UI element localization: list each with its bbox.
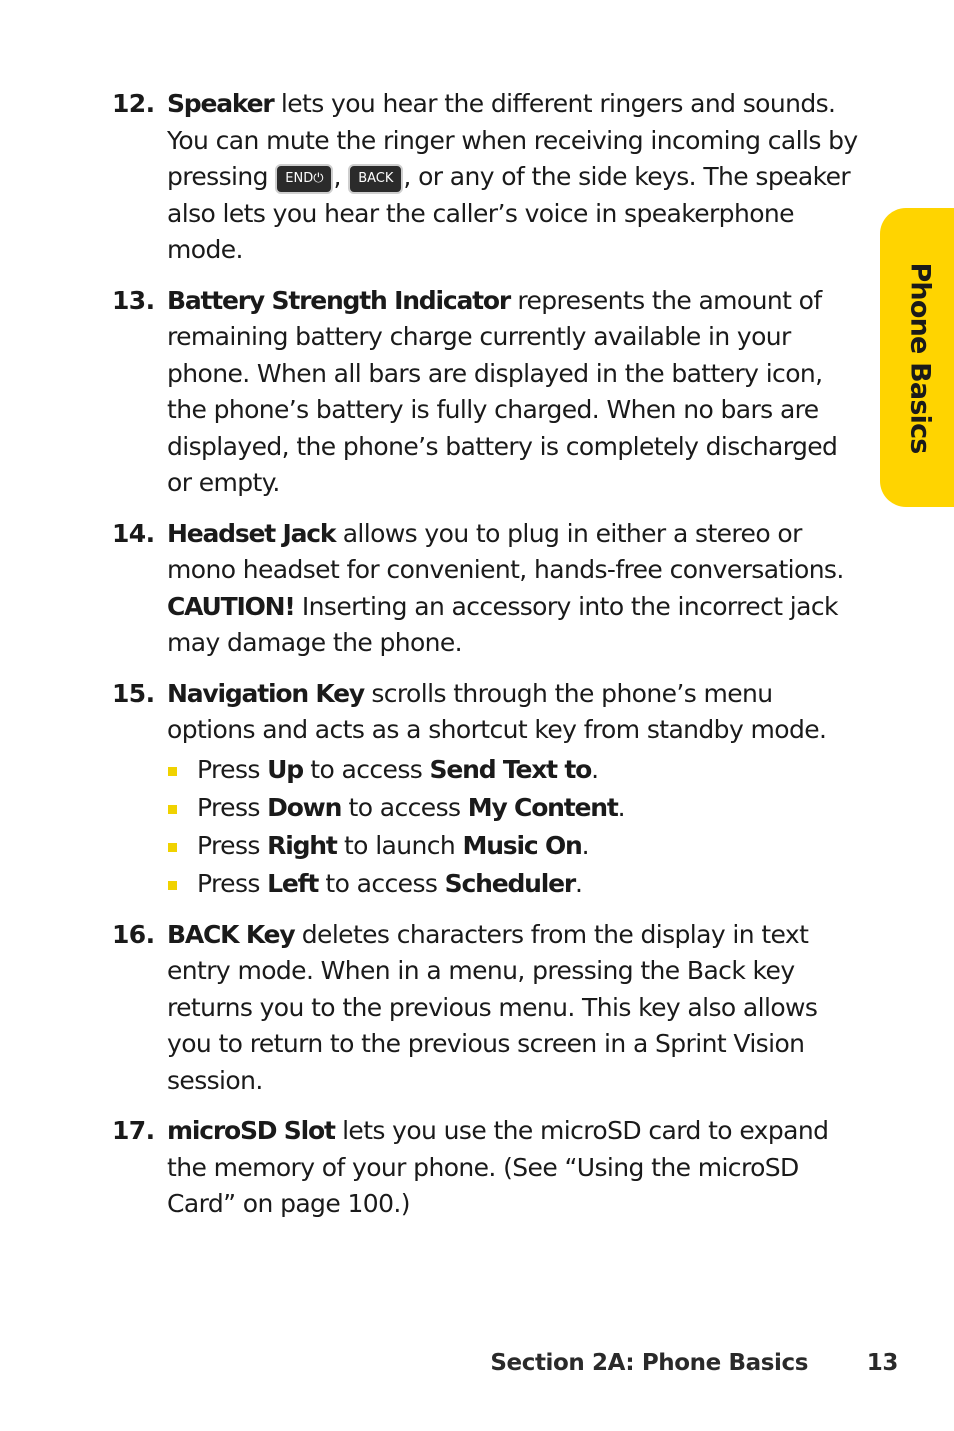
item-body <box>167 676 862 903</box>
item-term: Speaker <box>167 89 274 118</box>
list-item-battery-indicator <box>112 283 862 502</box>
item-number: 14. <box>112 518 155 548</box>
item-text: scrolls through the phone’s menu options and acts as a shortcut key from standby mode. <box>167 678 827 744</box>
end-key-icon: END⏻ <box>275 164 333 194</box>
bullet-square-icon <box>168 767 177 776</box>
item-text: lets you use the microSD card to expand the memory of your phone. (See “Using the microSD Card” on page 100.) <box>167 1116 829 1218</box>
shortcut-item-left <box>167 865 862 903</box>
item-body <box>167 917 862 1100</box>
shortcut-text: to access <box>318 868 445 898</box>
shortcut-text: to launch <box>336 830 463 860</box>
item-term: Navigation Key <box>167 678 365 708</box>
item-text: deletes characters from the display in text entry mode. When in a menu, pressing the Back key returns you to the previous menu. This key also allows you to return to the previous screen in a Sprint Vision session. <box>167 919 818 1095</box>
item-term: Headset Jack <box>167 518 336 548</box>
shortcut-target: Music On <box>462 830 582 860</box>
item-number: 12. <box>112 89 155 118</box>
shortcut-text: Press <box>197 792 268 822</box>
item-text-continued: , or any of the side keys. The speaker also lets you hear the caller’s voice in speakerphone mode. <box>167 162 851 264</box>
shortcut-item-right <box>167 827 862 865</box>
navigation-shortcut-list <box>167 751 862 903</box>
item-text: lets you hear the different ringers and sounds. You can mute the ringer when receiving incoming calls by pressing <box>167 89 858 191</box>
shortcut-text: . <box>581 830 589 860</box>
item-body <box>167 516 862 662</box>
shortcut-direction: Down <box>267 792 342 822</box>
item-term: microSD Slot <box>167 1116 335 1145</box>
list-item-speaker <box>112 86 862 269</box>
caution-label: CAUTION! <box>167 591 295 621</box>
shortcut-text: Press <box>197 754 268 784</box>
list-item-microsd-slot <box>112 1113 862 1223</box>
component-description-list <box>112 86 862 1237</box>
item-number: 13. <box>112 285 155 315</box>
shortcut-text: to access <box>302 754 430 784</box>
item-body <box>167 1113 862 1223</box>
shortcut-text: to access <box>341 792 468 822</box>
item-term: BACK Key <box>167 919 295 949</box>
shortcut-direction: Left <box>267 868 319 898</box>
page-number: 13 <box>866 1350 898 1376</box>
list-item-back-key <box>112 917 862 1100</box>
list-item-headset-jack <box>112 516 862 662</box>
item-body <box>167 86 862 269</box>
shortcut-item-up <box>167 751 862 789</box>
shortcut-text: . <box>591 754 599 784</box>
item-separator: , <box>333 162 349 191</box>
caution-text: Inserting an accessory into the incorrect jack may damage the phone. <box>167 591 838 657</box>
bullet-square-icon <box>168 843 177 852</box>
shortcut-target: My Content <box>467 792 618 822</box>
shortcut-direction: Up <box>267 754 303 784</box>
shortcut-item-down <box>167 789 862 827</box>
list-item-navigation-key <box>112 676 862 903</box>
shortcut-text: Press <box>197 868 268 898</box>
shortcut-target: Send Text to <box>429 754 592 784</box>
shortcut-text: . <box>617 792 625 822</box>
shortcut-direction: Right <box>267 830 337 860</box>
section-side-tab <box>880 208 954 507</box>
item-text: represents the amount of remaining battery charge currently available in your phone. When all bars are displayed in the battery icon, the phone’s battery is fully charged. When no bars are displayed, the phone’s battery is completely discharged or empty. <box>167 285 838 497</box>
item-term: Battery Strength Indicator <box>167 285 511 315</box>
back-key-icon: BACK <box>348 164 403 194</box>
item-number: 16. <box>112 919 155 949</box>
item-body <box>167 283 862 502</box>
shortcut-target: Scheduler <box>444 868 575 898</box>
item-text: allows you to plug in either a stereo or mono headset for convenient, hands-free conversations. <box>167 518 844 584</box>
footer-section-title: Section 2A: Phone Basics <box>490 1350 808 1376</box>
bullet-square-icon <box>168 805 177 814</box>
side-tab-label: Phone Basics <box>904 262 936 454</box>
bullet-square-icon <box>168 881 177 890</box>
shortcut-text: . <box>575 868 583 898</box>
item-number: 17. <box>112 1116 155 1145</box>
item-number: 15. <box>112 678 155 708</box>
page-footer <box>0 1350 954 1384</box>
shortcut-text: Press <box>197 830 268 860</box>
